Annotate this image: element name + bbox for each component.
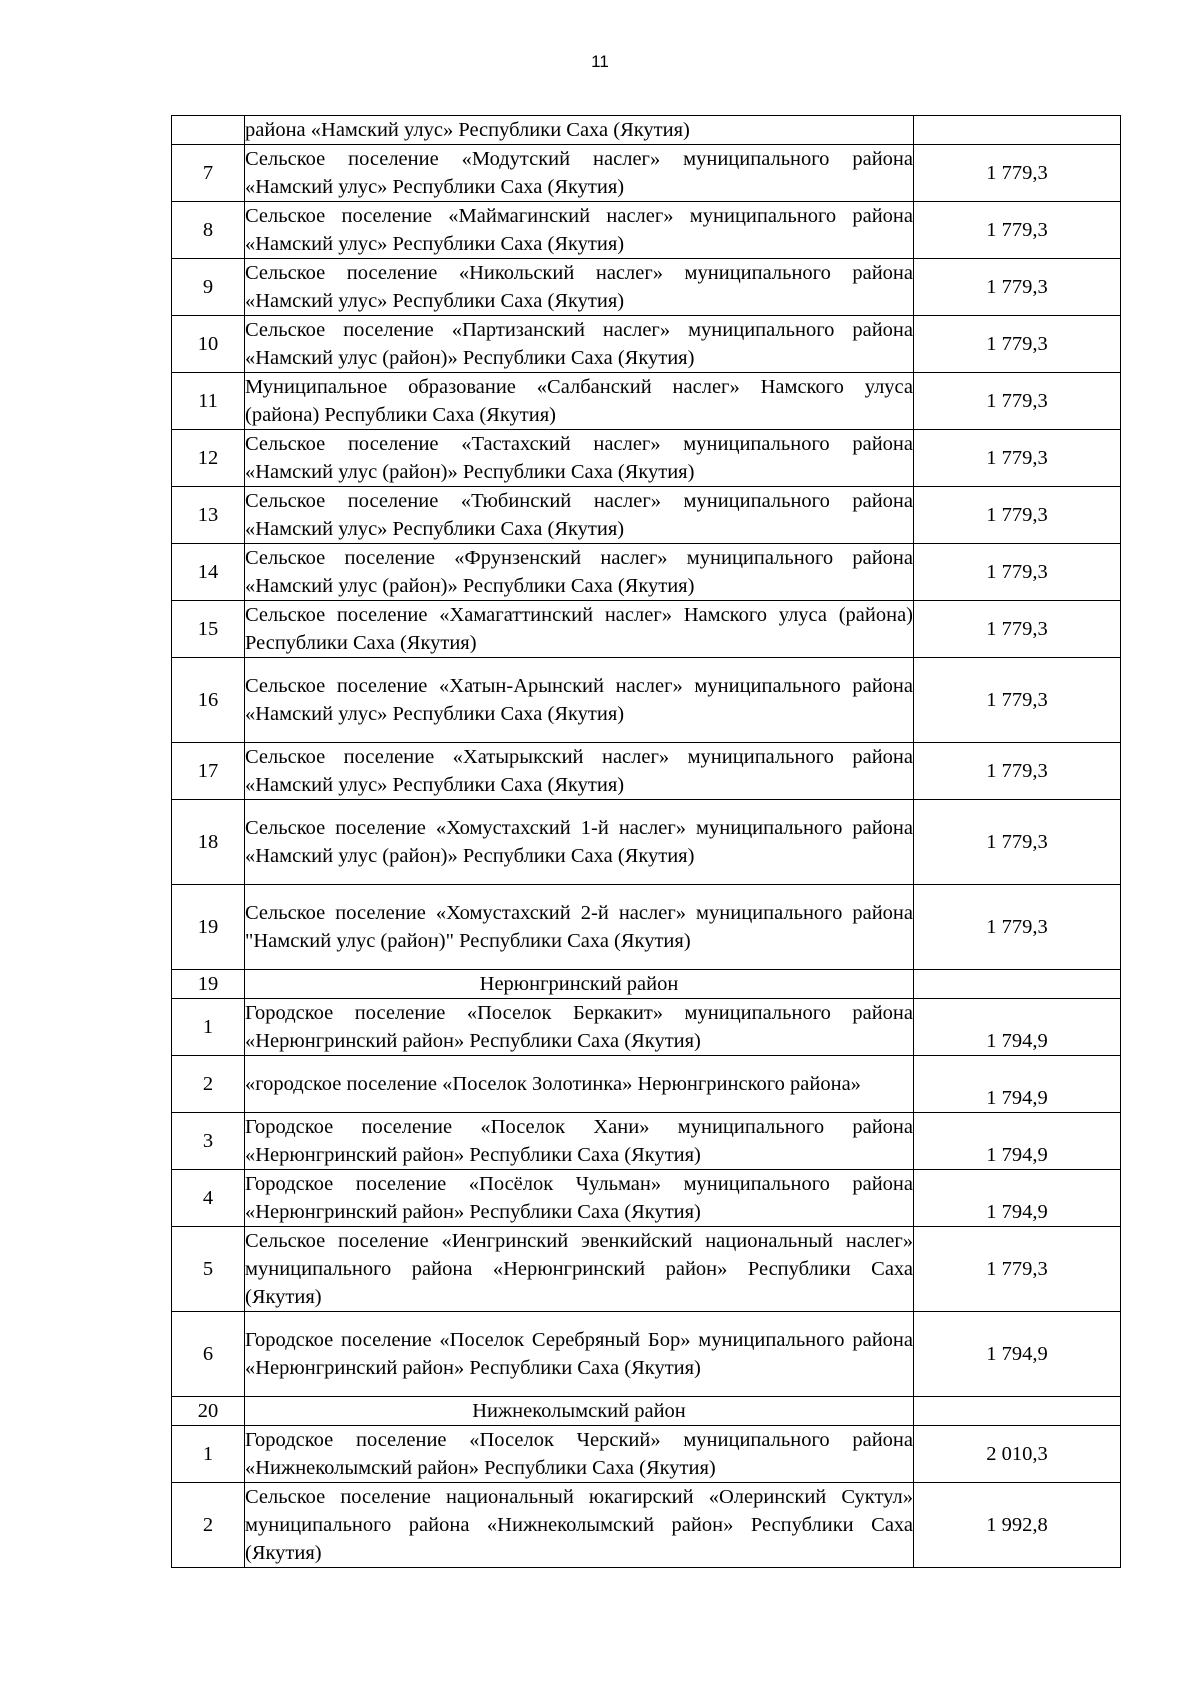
settlement-name-text: Городское поселение «Поселок Серебряный Бор» муниципального района «Нерюнгринский район» Республики Саха (Якутия) [245,1329,913,1379]
settlement-name [245,1483,914,1568]
row-number: 7 [172,145,245,202]
settlement-name-text: Городское поселение «Посёлок Чульман» муниципального района «Нерюнгринский район» Республики Саха (Якутия) [245,1173,913,1223]
amount-cell: 2 010,3 [914,1426,1121,1483]
settlement-name [245,658,914,743]
settlement-name [245,800,914,885]
row-number: 13 [172,487,245,544]
settlement-name-text: района «Намский улус» Республики Саха (Якутия) [245,119,690,141]
row-number: 2 [172,1483,245,1568]
settlement-name [245,1312,914,1397]
amount-cell: 1 779,3 [914,800,1121,885]
row-number: 14 [172,544,245,601]
table-row [172,1113,1121,1170]
row-number: 1 [172,999,245,1056]
settlement-name-text: Сельское поселение национальный юкагирский «Олеринский Суктул» муниципального района «Нижнеколымский район» Республики Саха (Якутия) [245,1486,913,1564]
settlement-name [245,1426,914,1483]
row-number: 15 [172,601,245,658]
table-row [172,1056,1121,1113]
row-number: 9 [172,259,245,316]
row-number [172,116,245,145]
row-number: 17 [172,743,245,800]
settlement-name-text: «городское поселение «Поселок Золотинка» Нерюнгринского района» [245,1073,861,1095]
settlement-name [245,259,914,316]
settlement-name-text: Сельское поселение «Модутский наслег» муниципального района «Намский улус» Республики Саха (Якутия) [245,148,913,198]
table-row [172,1426,1121,1483]
amount-cell: 1 779,3 [914,145,1121,202]
row-number: 19 [172,885,245,970]
settlement-name [245,1113,914,1170]
row-number: 20 [172,1397,245,1426]
settlement-name [245,999,914,1056]
table-row [172,800,1121,885]
row-number: 10 [172,316,245,373]
row-number: 3 [172,1113,245,1170]
row-number: 4 [172,1170,245,1227]
settlement-name [245,202,914,259]
settlement-name [245,487,914,544]
table-row [172,544,1121,601]
table-row [172,601,1121,658]
row-number: 12 [172,430,245,487]
settlement-name-text: Сельское поселение «Тюбинский наслег» муниципального района «Намский улус» Республики Саха (Якутия) [245,490,913,540]
amount-cell: 1 779,3 [914,487,1121,544]
amount-cell: 1 779,3 [914,885,1121,970]
row-number: 11 [172,373,245,430]
district-name-text: Нижнеколымский район [472,1400,686,1422]
row-number: 6 [172,1312,245,1397]
amount-cell: 1 779,3 [914,658,1121,743]
table-row [172,1312,1121,1397]
amount-cell: 1 794,9 [914,1170,1121,1227]
amount-cell: 1 779,3 [914,601,1121,658]
settlement-name-text: Сельское поселение «Хомустахский 1-й наслег» муниципального района «Намский улус (район)» Республики Саха (Якутия) [245,817,913,867]
table-row [172,885,1121,970]
settlement-name [245,145,914,202]
amount-cell [914,970,1121,999]
settlement-name-text: Городское поселение «Поселок Черский» муниципального района «Нижнеколымский район» Республики Саха (Якутия) [245,1429,913,1479]
table-row [172,430,1121,487]
table-row [172,316,1121,373]
table-row [172,373,1121,430]
amount-cell: 1 779,3 [914,430,1121,487]
amount-cell: 1 794,9 [914,1312,1121,1397]
table-row [172,259,1121,316]
row-number: 19 [172,970,245,999]
table-row [172,487,1121,544]
district-name [245,1397,914,1426]
settlement-name-text: Сельское поселение «Маймагинский наслег» муниципального района «Намский улус» Республики Саха (Якутия) [245,205,913,255]
settlement-name [245,1056,914,1113]
settlement-name-text: Сельское поселение «Хамагаттинский наслег» Намского улуса (района) Республики Саха (Якутия) [245,604,913,654]
amount-cell: 1 794,9 [914,1113,1121,1170]
settlement-name-text: Сельское поселение «Тастахский наслег» муниципального района «Намский улус (район)» Республики Саха (Якутия) [245,433,913,483]
amount-cell: 1 779,3 [914,544,1121,601]
amount-cell: 1 779,3 [914,373,1121,430]
settlement-name-text: Муниципальное образование «Салбанский наслег» Намского улуса (района) Республики Саха (Якутия) [245,376,913,426]
row-number: 18 [172,800,245,885]
table-row [172,1170,1121,1227]
table-row [172,145,1121,202]
amount-cell: 1 992,8 [914,1483,1121,1568]
district-name [245,970,914,999]
amount-cell [914,116,1121,145]
page-number: 11 [591,52,609,71]
table-row [172,116,1121,145]
settlement-name [245,743,914,800]
settlement-name [245,1170,914,1227]
settlement-name [245,601,914,658]
table-row [172,1227,1121,1312]
amount-cell: 1 779,3 [914,259,1121,316]
settlement-name [245,116,914,145]
amount-cell: 1 779,3 [914,316,1121,373]
settlement-name [245,373,914,430]
settlement-name-text: Сельское поселение «Хомустахский 2-й наслег» муниципального района "Намский улус (район)" Республики Саха (Якутия) [245,902,913,952]
settlement-name [245,316,914,373]
settlement-name-text: Сельское поселение «Хатырыкский наслег» муниципального района «Намский улус» Республики Саха (Якутия) [245,746,913,796]
district-header-row [172,970,1121,999]
amount-cell: 1 794,9 [914,1056,1121,1113]
row-number: 1 [172,1426,245,1483]
settlement-name-text: Сельское поселение «Фрунзенский наслег» муниципального района «Намский улус (район)» Республики Саха (Якутия) [245,547,913,597]
amount-cell: 1 779,3 [914,202,1121,259]
district-header-row [172,1397,1121,1426]
settlements-table [171,115,1121,1568]
row-number: 16 [172,658,245,743]
settlement-name-text: Сельское поселение «Никольский наслег» муниципального района «Намский улус» Республики Саха (Якутия) [245,262,913,312]
row-number: 5 [172,1227,245,1312]
district-name-text: Нерюнгринский район [479,973,679,995]
settlement-name-text: Сельское поселение «Иенгринский эвенкийский национальный наслег» муниципального района «Нерюнгринский район» Республики Саха (Якутия) [245,1230,913,1308]
amount-cell [914,1397,1121,1426]
table-row [172,202,1121,259]
settlement-name-text: Городское поселение «Поселок Хани» муниципального района «Нерюнгринский район» Республики Саха (Якутия) [245,1116,913,1166]
table-row [172,658,1121,743]
settlement-name-text: Городское поселение «Поселок Беркакит» муниципального района «Нерюнгринский район» Республики Саха (Якутия) [245,1002,913,1052]
settlement-name-text: Сельское поселение «Партизанский наслег» муниципального района «Намский улус (район)» Республики Саха (Якутия) [245,319,913,369]
row-number: 8 [172,202,245,259]
row-number: 2 [172,1056,245,1113]
settlement-name [245,1227,914,1312]
table-body [172,116,1121,1568]
table-row [172,743,1121,800]
amount-cell: 1 779,3 [914,1227,1121,1312]
settlement-name [245,544,914,601]
amount-cell: 1 794,9 [914,999,1121,1056]
settlement-name [245,885,914,970]
table-row [172,1483,1121,1568]
table-row [172,999,1121,1056]
amount-cell: 1 779,3 [914,743,1121,800]
settlement-name-text: Сельское поселение «Хатын-Арынский наслег» муниципального района «Намский улус» Республики Саха (Якутия) [245,675,913,725]
settlement-name [245,430,914,487]
